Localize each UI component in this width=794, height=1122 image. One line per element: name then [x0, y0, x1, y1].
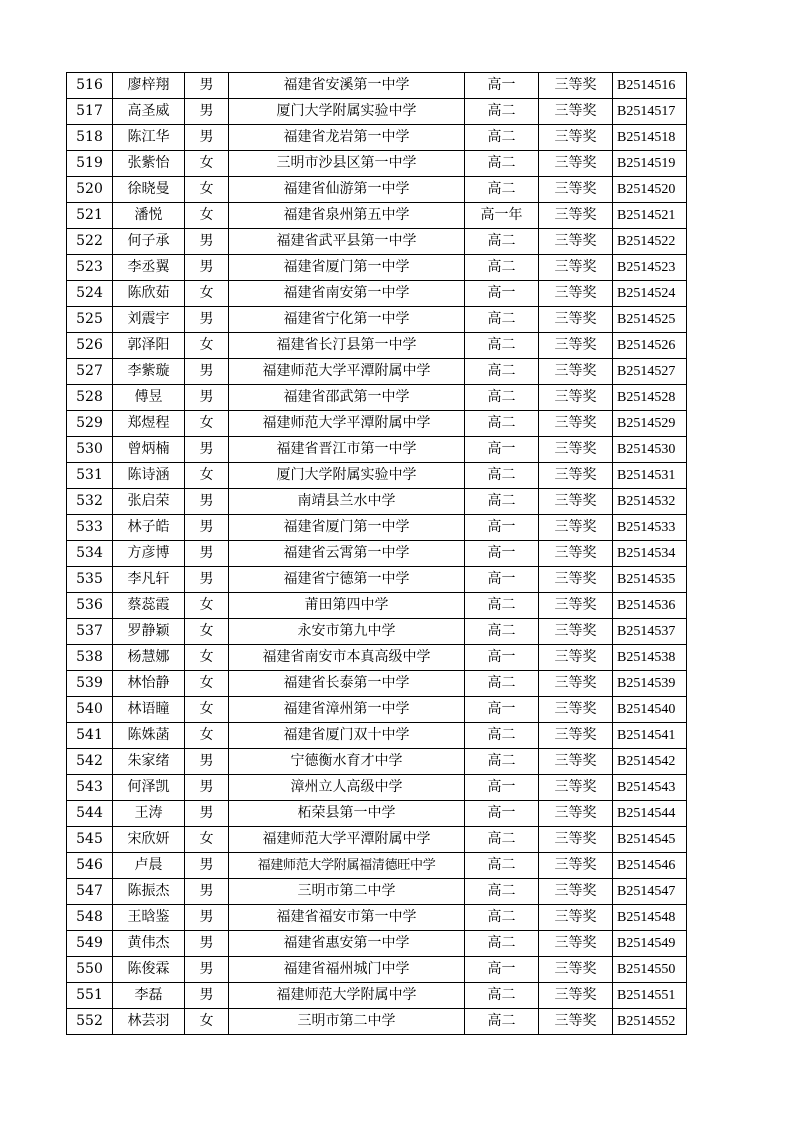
- grade-cell: 高二: [465, 827, 539, 853]
- school-cell: 福建省晋江市第一中学: [229, 437, 465, 463]
- table-row: [67, 827, 687, 853]
- certificate-number-cell: B2514521: [613, 203, 687, 229]
- student-name-cell: 林子皓: [113, 515, 185, 541]
- grade-cell: 高二: [465, 229, 539, 255]
- table-row: [67, 983, 687, 1009]
- award-level-cell: 三等奖: [539, 437, 613, 463]
- grade-cell: 高二: [465, 983, 539, 1009]
- gender-cell: 男: [185, 125, 229, 151]
- student-name-cell: 罗静颖: [113, 619, 185, 645]
- grade-cell: 高二: [465, 307, 539, 333]
- table-row: [67, 489, 687, 515]
- award-level-cell: 三等奖: [539, 307, 613, 333]
- serial-number-cell: 533: [67, 515, 113, 541]
- certificate-number-cell: B2514529: [613, 411, 687, 437]
- student-name-cell: 张启荣: [113, 489, 185, 515]
- gender-cell: 女: [185, 1009, 229, 1035]
- certificate-number-cell: B2514536: [613, 593, 687, 619]
- student-name-cell: 曾炳楠: [113, 437, 185, 463]
- student-name-cell: 陈诗涵: [113, 463, 185, 489]
- table-row: [67, 73, 687, 99]
- student-name-cell: 张紫怡: [113, 151, 185, 177]
- gender-cell: 男: [185, 489, 229, 515]
- certificate-number-cell: B2514543: [613, 775, 687, 801]
- certificate-number-cell: B2514532: [613, 489, 687, 515]
- school-cell: 三明市第二中学: [229, 879, 465, 905]
- award-level-cell: 三等奖: [539, 255, 613, 281]
- school-cell: 福建省安溪第一中学: [229, 73, 465, 99]
- certificate-number-cell: B2514528: [613, 385, 687, 411]
- table-row: [67, 1009, 687, 1035]
- table-row: [67, 255, 687, 281]
- gender-cell: 男: [185, 437, 229, 463]
- award-level-cell: 三等奖: [539, 333, 613, 359]
- student-name-cell: 陈江华: [113, 125, 185, 151]
- school-cell: 永安市第九中学: [229, 619, 465, 645]
- table-row: [67, 853, 687, 879]
- gender-cell: 男: [185, 801, 229, 827]
- grade-cell: 高二: [465, 255, 539, 281]
- table-row: [67, 723, 687, 749]
- school-cell: 福建师范大学平潭附属中学: [229, 411, 465, 437]
- grade-cell: 高二: [465, 853, 539, 879]
- school-cell: 三明市第二中学: [229, 1009, 465, 1035]
- serial-number-cell: 530: [67, 437, 113, 463]
- grade-cell: 高一: [465, 957, 539, 983]
- grade-cell: 高二: [465, 385, 539, 411]
- grade-cell: 高二: [465, 125, 539, 151]
- student-name-cell: 林怡静: [113, 671, 185, 697]
- student-name-cell: 林芸羽: [113, 1009, 185, 1035]
- award-level-cell: 三等奖: [539, 99, 613, 125]
- grade-cell: 高二: [465, 931, 539, 957]
- award-level-cell: 三等奖: [539, 125, 613, 151]
- award-level-cell: 三等奖: [539, 177, 613, 203]
- student-name-cell: 陈振杰: [113, 879, 185, 905]
- school-cell: 福建省漳州第一中学: [229, 697, 465, 723]
- grade-cell: 高二: [465, 723, 539, 749]
- table-row: [67, 515, 687, 541]
- serial-number-cell: 551: [67, 983, 113, 1009]
- grade-cell: 高二: [465, 411, 539, 437]
- certificate-number-cell: B2514552: [613, 1009, 687, 1035]
- school-cell: 福建师范大学附属福清德旺中学: [229, 853, 465, 879]
- award-level-cell: 三等奖: [539, 593, 613, 619]
- award-level-cell: 三等奖: [539, 203, 613, 229]
- gender-cell: 男: [185, 255, 229, 281]
- table-row: [67, 905, 687, 931]
- certificate-number-cell: B2514516: [613, 73, 687, 99]
- serial-number-cell: 527: [67, 359, 113, 385]
- student-name-cell: 陈欣茹: [113, 281, 185, 307]
- certificate-number-cell: B2514527: [613, 359, 687, 385]
- certificate-number-cell: B2514522: [613, 229, 687, 255]
- grade-cell: 高二: [465, 489, 539, 515]
- certificate-number-cell: B2514530: [613, 437, 687, 463]
- certificate-number-cell: B2514537: [613, 619, 687, 645]
- table-row: [67, 619, 687, 645]
- serial-number-cell: 547: [67, 879, 113, 905]
- gender-cell: 男: [185, 567, 229, 593]
- gender-cell: 男: [185, 957, 229, 983]
- school-cell: 福建省长泰第一中学: [229, 671, 465, 697]
- student-name-cell: 王涛: [113, 801, 185, 827]
- award-level-cell: 三等奖: [539, 671, 613, 697]
- gender-cell: 女: [185, 593, 229, 619]
- student-name-cell: 郑煜程: [113, 411, 185, 437]
- grade-cell: 高一: [465, 697, 539, 723]
- gender-cell: 男: [185, 99, 229, 125]
- serial-number-cell: 531: [67, 463, 113, 489]
- school-cell: 莆田第四中学: [229, 593, 465, 619]
- school-cell: 福建省长汀县第一中学: [229, 333, 465, 359]
- serial-number-cell: 523: [67, 255, 113, 281]
- certificate-number-cell: B2514518: [613, 125, 687, 151]
- award-level-cell: 三等奖: [539, 749, 613, 775]
- certificate-number-cell: B2514524: [613, 281, 687, 307]
- certificate-number-cell: B2514544: [613, 801, 687, 827]
- student-name-cell: 卢晨: [113, 853, 185, 879]
- grade-cell: 高一: [465, 437, 539, 463]
- student-name-cell: 郭泽阳: [113, 333, 185, 359]
- grade-cell: 高二: [465, 333, 539, 359]
- school-cell: 漳州立人高级中学: [229, 775, 465, 801]
- school-cell: 福建省邵武第一中学: [229, 385, 465, 411]
- serial-number-cell: 546: [67, 853, 113, 879]
- serial-number-cell: 519: [67, 151, 113, 177]
- serial-number-cell: 535: [67, 567, 113, 593]
- school-cell: 厦门大学附属实验中学: [229, 99, 465, 125]
- serial-number-cell: 520: [67, 177, 113, 203]
- award-level-cell: 三等奖: [539, 463, 613, 489]
- school-cell: 福建师范大学平潭附属中学: [229, 359, 465, 385]
- certificate-number-cell: B2514541: [613, 723, 687, 749]
- student-name-cell: 廖梓翔: [113, 73, 185, 99]
- school-cell: 福建省龙岩第一中学: [229, 125, 465, 151]
- table-row: [67, 671, 687, 697]
- certificate-number-cell: B2514525: [613, 307, 687, 333]
- student-name-cell: 傅昱: [113, 385, 185, 411]
- award-list-table: [66, 72, 687, 1035]
- certificate-number-cell: B2514526: [613, 333, 687, 359]
- table-row: [67, 801, 687, 827]
- gender-cell: 女: [185, 203, 229, 229]
- student-name-cell: 林语瞳: [113, 697, 185, 723]
- student-name-cell: 陈姝菡: [113, 723, 185, 749]
- serial-number-cell: 536: [67, 593, 113, 619]
- grade-cell: 高一年: [465, 203, 539, 229]
- school-cell: 福建省南安市本真高级中学: [229, 645, 465, 671]
- serial-number-cell: 548: [67, 905, 113, 931]
- serial-number-cell: 529: [67, 411, 113, 437]
- student-name-cell: 方彦博: [113, 541, 185, 567]
- serial-number-cell: 544: [67, 801, 113, 827]
- gender-cell: 女: [185, 827, 229, 853]
- grade-cell: 高一: [465, 73, 539, 99]
- student-name-cell: 刘震宇: [113, 307, 185, 333]
- student-name-cell: 李凡轩: [113, 567, 185, 593]
- gender-cell: 男: [185, 931, 229, 957]
- award-level-cell: 三等奖: [539, 645, 613, 671]
- school-cell: 宁德衡水育才中学: [229, 749, 465, 775]
- gender-cell: 男: [185, 879, 229, 905]
- serial-number-cell: 518: [67, 125, 113, 151]
- serial-number-cell: 525: [67, 307, 113, 333]
- student-name-cell: 黄伟杰: [113, 931, 185, 957]
- certificate-number-cell: B2514548: [613, 905, 687, 931]
- student-name-cell: 杨慧娜: [113, 645, 185, 671]
- school-cell: 福建省云霄第一中学: [229, 541, 465, 567]
- certificate-number-cell: B2514520: [613, 177, 687, 203]
- gender-cell: 女: [185, 281, 229, 307]
- serial-number-cell: 543: [67, 775, 113, 801]
- serial-number-cell: 528: [67, 385, 113, 411]
- school-cell: 福建省厦门双十中学: [229, 723, 465, 749]
- gender-cell: 女: [185, 463, 229, 489]
- serial-number-cell: 550: [67, 957, 113, 983]
- award-level-cell: 三等奖: [539, 983, 613, 1009]
- student-name-cell: 潘悦: [113, 203, 185, 229]
- certificate-number-cell: B2514531: [613, 463, 687, 489]
- school-cell: 福建省福州城门中学: [229, 957, 465, 983]
- table-row: [67, 541, 687, 567]
- gender-cell: 男: [185, 359, 229, 385]
- award-level-cell: 三等奖: [539, 567, 613, 593]
- award-level-cell: 三等奖: [539, 385, 613, 411]
- grade-cell: 高一: [465, 281, 539, 307]
- school-cell: 南靖县兰水中学: [229, 489, 465, 515]
- grade-cell: 高一: [465, 775, 539, 801]
- gender-cell: 男: [185, 983, 229, 1009]
- school-cell: 厦门大学附属实验中学: [229, 463, 465, 489]
- serial-number-cell: 545: [67, 827, 113, 853]
- serial-number-cell: 541: [67, 723, 113, 749]
- award-level-cell: 三等奖: [539, 541, 613, 567]
- grade-cell: 高一: [465, 567, 539, 593]
- gender-cell: 女: [185, 333, 229, 359]
- table-row: [67, 593, 687, 619]
- table-row: [67, 307, 687, 333]
- table-row: [67, 125, 687, 151]
- gender-cell: 女: [185, 645, 229, 671]
- award-level-cell: 三等奖: [539, 801, 613, 827]
- school-cell: 福建师范大学附属中学: [229, 983, 465, 1009]
- certificate-number-cell: B2514549: [613, 931, 687, 957]
- serial-number-cell: 517: [67, 99, 113, 125]
- serial-number-cell: 532: [67, 489, 113, 515]
- award-level-cell: 三等奖: [539, 281, 613, 307]
- school-cell: 柘荣县第一中学: [229, 801, 465, 827]
- certificate-number-cell: B2514538: [613, 645, 687, 671]
- serial-number-cell: 539: [67, 671, 113, 697]
- school-cell: 福建省仙游第一中学: [229, 177, 465, 203]
- gender-cell: 男: [185, 541, 229, 567]
- award-level-cell: 三等奖: [539, 151, 613, 177]
- table-row: [67, 359, 687, 385]
- certificate-number-cell: B2514519: [613, 151, 687, 177]
- certificate-number-cell: B2514550: [613, 957, 687, 983]
- gender-cell: 女: [185, 697, 229, 723]
- table-row: [67, 879, 687, 905]
- table-row: [67, 437, 687, 463]
- table-row: [67, 151, 687, 177]
- award-level-cell: 三等奖: [539, 619, 613, 645]
- table-row: [67, 177, 687, 203]
- grade-cell: 高二: [465, 879, 539, 905]
- school-cell: 福建省宁德第一中学: [229, 567, 465, 593]
- school-cell: 福建省厦门第一中学: [229, 255, 465, 281]
- certificate-number-cell: B2514533: [613, 515, 687, 541]
- school-cell: 三明市沙县区第一中学: [229, 151, 465, 177]
- grade-cell: 高二: [465, 1009, 539, 1035]
- serial-number-cell: 522: [67, 229, 113, 255]
- grade-cell: 高一: [465, 515, 539, 541]
- student-name-cell: 李丞翼: [113, 255, 185, 281]
- award-level-cell: 三等奖: [539, 775, 613, 801]
- award-level-cell: 三等奖: [539, 359, 613, 385]
- award-level-cell: 三等奖: [539, 697, 613, 723]
- table-row: [67, 203, 687, 229]
- certificate-number-cell: B2514542: [613, 749, 687, 775]
- grade-cell: 高一: [465, 645, 539, 671]
- gender-cell: 男: [185, 775, 229, 801]
- serial-number-cell: 516: [67, 73, 113, 99]
- grade-cell: 高二: [465, 619, 539, 645]
- student-name-cell: 徐晓曼: [113, 177, 185, 203]
- serial-number-cell: 521: [67, 203, 113, 229]
- serial-number-cell: 524: [67, 281, 113, 307]
- certificate-number-cell: B2514540: [613, 697, 687, 723]
- gender-cell: 女: [185, 177, 229, 203]
- serial-number-cell: 542: [67, 749, 113, 775]
- award-level-cell: 三等奖: [539, 931, 613, 957]
- student-name-cell: 朱家绪: [113, 749, 185, 775]
- serial-number-cell: 552: [67, 1009, 113, 1035]
- grade-cell: 高一: [465, 801, 539, 827]
- gender-cell: 男: [185, 229, 229, 255]
- school-cell: 福建省武平县第一中学: [229, 229, 465, 255]
- student-name-cell: 陈俊霖: [113, 957, 185, 983]
- student-name-cell: 蔡蕊霞: [113, 593, 185, 619]
- serial-number-cell: 538: [67, 645, 113, 671]
- student-name-cell: 何泽凯: [113, 775, 185, 801]
- student-name-cell: 何子承: [113, 229, 185, 255]
- school-cell: 福建省泉州第五中学: [229, 203, 465, 229]
- school-cell: 福建省宁化第一中学: [229, 307, 465, 333]
- student-name-cell: 李磊: [113, 983, 185, 1009]
- certificate-number-cell: B2514547: [613, 879, 687, 905]
- certificate-number-cell: B2514539: [613, 671, 687, 697]
- certificate-number-cell: B2514551: [613, 983, 687, 1009]
- gender-cell: 男: [185, 905, 229, 931]
- grade-cell: 高二: [465, 463, 539, 489]
- school-cell: 福建师范大学平潭附属中学: [229, 827, 465, 853]
- grade-cell: 高二: [465, 671, 539, 697]
- table-row: [67, 931, 687, 957]
- grade-cell: 高二: [465, 593, 539, 619]
- award-level-cell: 三等奖: [539, 905, 613, 931]
- school-cell: 福建省南安第一中学: [229, 281, 465, 307]
- award-level-cell: 三等奖: [539, 723, 613, 749]
- grade-cell: 高二: [465, 905, 539, 931]
- award-level-cell: 三等奖: [539, 1009, 613, 1035]
- table-row: [67, 567, 687, 593]
- gender-cell: 女: [185, 619, 229, 645]
- serial-number-cell: 537: [67, 619, 113, 645]
- gender-cell: 女: [185, 671, 229, 697]
- table-row: [67, 697, 687, 723]
- gender-cell: 男: [185, 749, 229, 775]
- award-level-cell: 三等奖: [539, 879, 613, 905]
- gender-cell: 男: [185, 307, 229, 333]
- gender-cell: 男: [185, 73, 229, 99]
- award-level-cell: 三等奖: [539, 229, 613, 255]
- grade-cell: 高二: [465, 151, 539, 177]
- school-cell: 福建省惠安第一中学: [229, 931, 465, 957]
- table-row: [67, 463, 687, 489]
- gender-cell: 男: [185, 853, 229, 879]
- gender-cell: 男: [185, 385, 229, 411]
- student-name-cell: 宋欣妍: [113, 827, 185, 853]
- award-list-body: [67, 73, 687, 1035]
- table-row: [67, 281, 687, 307]
- award-level-cell: 三等奖: [539, 411, 613, 437]
- table-row: [67, 333, 687, 359]
- table-row: [67, 411, 687, 437]
- student-name-cell: 李紫璇: [113, 359, 185, 385]
- certificate-number-cell: B2514546: [613, 853, 687, 879]
- table-row: [67, 957, 687, 983]
- serial-number-cell: 526: [67, 333, 113, 359]
- table-row: [67, 775, 687, 801]
- gender-cell: 女: [185, 411, 229, 437]
- student-name-cell: 王晗鉴: [113, 905, 185, 931]
- gender-cell: 女: [185, 151, 229, 177]
- grade-cell: 高二: [465, 749, 539, 775]
- gender-cell: 男: [185, 515, 229, 541]
- grade-cell: 高二: [465, 99, 539, 125]
- table-row: [67, 749, 687, 775]
- certificate-number-cell: B2514523: [613, 255, 687, 281]
- grade-cell: 高一: [465, 541, 539, 567]
- certificate-number-cell: B2514517: [613, 99, 687, 125]
- award-level-cell: 三等奖: [539, 853, 613, 879]
- table-row: [67, 645, 687, 671]
- grade-cell: 高二: [465, 177, 539, 203]
- serial-number-cell: 540: [67, 697, 113, 723]
- serial-number-cell: 549: [67, 931, 113, 957]
- grade-cell: 高二: [465, 359, 539, 385]
- award-level-cell: 三等奖: [539, 489, 613, 515]
- serial-number-cell: 534: [67, 541, 113, 567]
- table-row: [67, 385, 687, 411]
- certificate-number-cell: B2514534: [613, 541, 687, 567]
- award-level-cell: 三等奖: [539, 515, 613, 541]
- gender-cell: 女: [185, 723, 229, 749]
- student-name-cell: 高圣威: [113, 99, 185, 125]
- table-row: [67, 229, 687, 255]
- award-level-cell: 三等奖: [539, 827, 613, 853]
- table-row: [67, 99, 687, 125]
- award-level-cell: 三等奖: [539, 957, 613, 983]
- school-cell: 福建省厦门第一中学: [229, 515, 465, 541]
- award-level-cell: 三等奖: [539, 73, 613, 99]
- certificate-number-cell: B2514545: [613, 827, 687, 853]
- certificate-number-cell: B2514535: [613, 567, 687, 593]
- school-cell: 福建省福安市第一中学: [229, 905, 465, 931]
